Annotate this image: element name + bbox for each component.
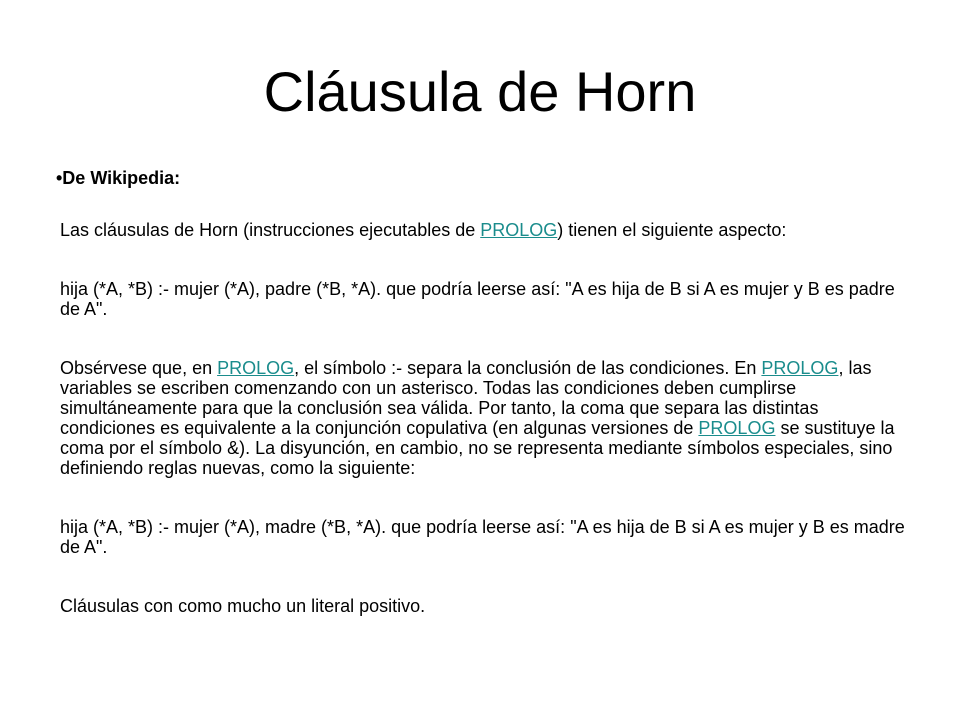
paragraph-intro [60,220,910,240]
explanation-text-2: , el símbolo :- separa la conclusión de las condiciones. En [294,358,762,378]
paragraph-example-madre: hija (*A, *B) :- mujer (*A), madre (*B, *A). que podría leerse así: "A es hija de B si A es mujer y B es madre de A". [60,517,905,557]
slide-title: Cláusula de Horn [263,60,697,123]
intro-text-start: Las cláusulas de Horn (instrucciones ejecutables de [60,220,481,240]
prolog-link[interactable]: PROLOG [217,358,295,378]
prolog-link[interactable]: PROLOG [761,358,839,378]
explanation-text-3: , las variables se escriben comenzando con un asterisco. Todas las condiciones deben cumplirse simultáneamente para que la conclusión sea válida. Por tanto, la coma que separa las distintas condiciones es equivalente a la conjunción copulativa (en algunas versiones de [60,358,872,438]
intro-text-end: ) tienen el siguiente aspecto: [557,220,787,240]
prolog-link[interactable]: PROLOG [698,418,776,438]
paragraph-definition: Cláusulas con como mucho un literal positivo. [60,596,426,616]
explanation-text-4: se sustituye la coma por el símbolo &). La disyunción, en cambio, no se representa mediante símbolos especiales, sino definiendo reglas nuevas, como la siguiente: [60,418,895,478]
slide-content [56,168,910,616]
section-heading: •De Wikipedia: [56,168,181,188]
explanation-text-1: Obsérvese que, en [60,358,218,378]
paragraph-explanation [60,358,910,478]
paragraph-example-padre: hija (*A, *B) :- mujer (*A), padre (*B, *A). que podría leerse así: "A es hija de B si A es mujer y B es padre de A". [60,279,895,319]
prolog-link[interactable]: PROLOG [480,220,558,240]
